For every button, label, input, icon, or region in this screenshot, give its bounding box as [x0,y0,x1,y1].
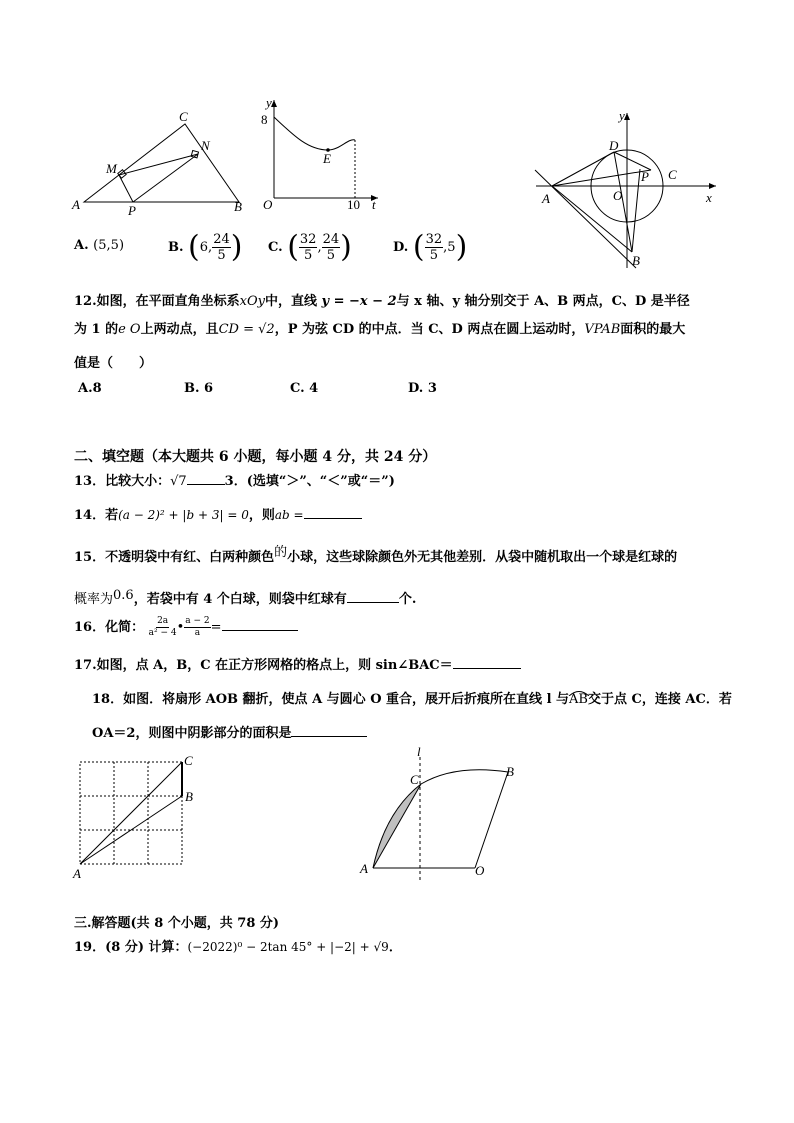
label-B: B [506,764,514,779]
q17-grid-figure [68,754,198,884]
q11-option-b: B. (6, $\frac{24}{5}$ ) [168,229,243,265]
label-C: C [410,772,419,787]
q11-option-c: C. ( $\frac{32}{5}$ , $\frac{24}{5}$ ) [268,229,352,265]
label-D: D [609,138,619,153]
q12-option-b: B. 6 [184,381,214,396]
q12-option-d: D. 3 [408,381,437,396]
tick-10: 10 [347,197,360,212]
label-A: A [73,866,81,881]
label-C: C [179,112,188,124]
label-B: B [234,199,242,214]
q12-option-a: A.8 [78,381,102,396]
label-O: O [613,188,623,203]
label-A: A [542,191,550,206]
q19: 19．(8 分) 计算：(−2022)⁰ − 2tan 45° + |−2| + √9． [74,940,402,955]
q11-graph-figure [258,95,383,215]
label-B: B [632,253,640,268]
label-A: A [72,197,80,212]
label-P: P [641,169,649,184]
q12-option-c: C. 4 [290,381,319,396]
tick-8: 8 [261,112,268,127]
label-P: P [128,203,136,217]
section-2-heading: 二、填空题（本大题共 6 小题，每小题 4 分，共 24 分） [74,449,437,465]
q18-sector-figure [355,742,535,882]
label-M: M [106,161,117,176]
q11-option-a: A. (5,5) [74,238,125,253]
label-C: C [668,167,677,182]
label-B: B [185,789,193,804]
q12-line2: 为 1 的e O上两动点，且CD = √2，P 为弦 CD 的中点．当 C、D 两点在圆上运动时，VPAB面积的最大 [74,322,686,337]
q15-line1: 15．不透明袋中有红、白两种颜色的小球，这些球除颜色外无其他差别．从袋中随机取出一个球是红球的 [74,545,678,565]
label-A: A [360,861,368,876]
label-y: y [619,108,625,123]
label-N: N [201,138,210,153]
label-l: l [417,744,421,759]
label-C: C [184,754,193,768]
label-t: t [372,197,376,212]
q18-line1: 18．如图．将扇形 AOB 翻折，使点 A 与圆心 O 重合，展开后折痕所在直线 l 与 AB交于点 C，连接 AC．若 [92,692,732,707]
q17: 17.如图，点 A，B，C 在正方形网格的格点上，则 sin∠BAC＝ [74,654,521,673]
section-3-heading: 三.解答题(共 8 个小题，共 78 分) [74,916,280,931]
label-O: O [475,863,485,878]
label-E: E [323,151,331,166]
q11-option-d: D. ( $\frac{32}{5}$ ,5) [393,229,468,265]
q16: 16．化简： $\frac{2a}{\text{a² − 4}}$ • $\frac{a - 2}{a}$ = [74,616,298,639]
q18-line2: OA＝2，则图中阴影部分的面积是 [92,722,367,741]
q13: 13．比较大小：√7 3．(选填“＞”、“＜”或“＝”) [74,474,395,489]
q15-line2: 概率为0.6，若袋中有 4 个白球，则袋中红球有 个. [74,588,417,607]
q14: 14．若(a − 2)² + |b + 3| = 0，则ab = [74,504,362,523]
q12-line3: 值是（ ） [74,356,153,371]
q12-circle-figure [530,108,730,270]
q11-triangle-figure [68,112,253,217]
q12-line1: 12.如图，在平面直角坐标系xOy中，直线 y = −x − 2与 x 轴、y 轴分别交于 A、B 两点，C、D 是半径 [74,294,690,309]
label-y: y [266,95,272,110]
label-O: O [263,197,273,212]
label-x: x [706,190,712,205]
